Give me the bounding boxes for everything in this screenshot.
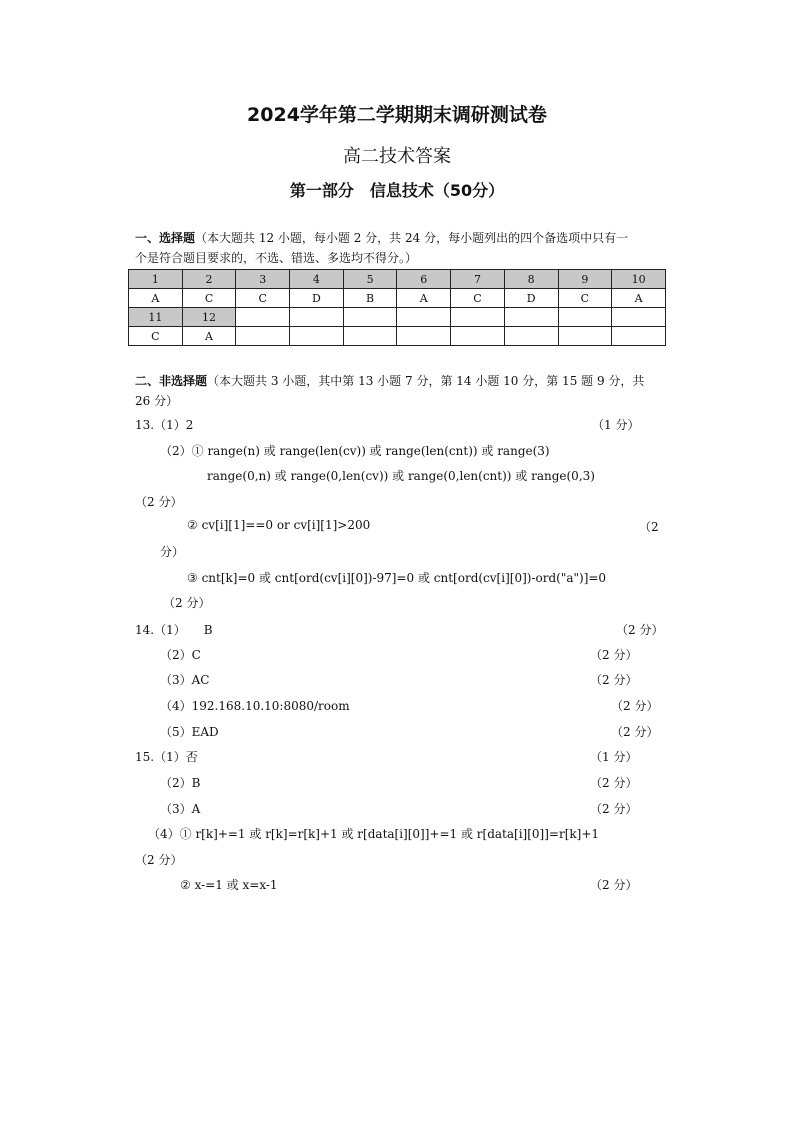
section1-intro [135,228,628,248]
answer-cell [558,327,612,346]
q14-line2-score: （2 分） [590,648,638,662]
q13-line7: ③ cnt[k]=0 或 cnt[ord(cv[i][0])-97]=0 或 cnt[ord(cv[i][0])-ord("a")]=0 [187,571,607,585]
q15-line5: （2 分） [135,853,183,867]
question-number-cell: 8 [504,270,558,289]
question-number-cell: 11 [129,308,183,327]
q13-line5-score: （2 [639,520,659,534]
q13-line6: 分） [160,545,185,559]
q15-line3: （3）A [160,802,201,816]
q14-line4: （4）192.168.10.10:8080/room [160,699,350,713]
answer-cell [612,327,666,346]
question-number-cell [504,308,558,327]
table-row-numbers [129,308,666,327]
answer-cell: A [397,289,451,308]
answer-cell: B [343,289,397,308]
q13-line2: （2）① range(n) 或 range(len(cv)) 或 range(len(cnt)) 或 range(3) [160,444,550,458]
part-heading: 第一部分 信息技术（50分） [289,181,505,200]
section2-note-line1: （本大题共 3 小题，其中第 13 小题 7 分，第 14 小题 10 分，第 15 题 9 分，共 [207,374,645,388]
question-number-cell [236,308,290,327]
q14-line1-score: （2 分） [616,623,664,637]
answer-cell: A [129,289,183,308]
question-number-cell [343,308,397,327]
section2-intro [135,371,644,391]
answer-cell: C [236,289,290,308]
table-row-numbers [129,270,666,289]
section2-heading: 二、非选择题 [135,374,208,388]
q13-line4: （2 分） [135,495,183,509]
q15-line2: （2）B [160,776,201,790]
question-number-cell: 2 [182,270,236,289]
question-number-cell: 6 [397,270,451,289]
page-title: 2024学年第二学期期末调研测试卷 [247,104,547,126]
question-number-cell [397,308,451,327]
answer-cell: C [129,327,183,346]
answer-cell [343,327,397,346]
question-number-cell: 4 [290,270,344,289]
q15-line4: （4）① r[k]+=1 或 r[k]=r[k]+1 或 r[data[i][0]]+=1 或 r[data[i][0]]=r[k]+1 [148,827,600,841]
q14-line4-score: （2 分） [611,699,659,713]
answer-cell [397,327,451,346]
answer-cell [504,327,558,346]
q15-line1-score: （1 分） [590,750,638,764]
q15-line3-score: （2 分） [590,802,638,816]
answer-cell [290,327,344,346]
answer-cell [451,327,505,346]
table-row-answers [129,327,666,346]
q14-line5: （5）EAD [160,725,219,739]
answer-table [128,269,666,346]
answer-cell: A [182,327,236,346]
q15-line6: ② x-=1 或 x=x-1 [180,878,278,892]
question-number-cell: 12 [182,308,236,327]
q14-line3-score: （2 分） [590,673,638,687]
q14-line3: （3）AC [160,673,210,687]
question-number-cell: 9 [558,270,612,289]
section1-note-line2: 个是符合题目要求的，不选、错选、多选均不得分。） [135,251,418,265]
q13-line1: 13.（1）2 [135,418,194,432]
answer-cell: C [451,289,505,308]
answer-cell: A [612,289,666,308]
q14-line5-score: （2 分） [611,725,659,739]
question-number-cell [558,308,612,327]
question-number-cell: 1 [129,270,183,289]
answer-cell: C [558,289,612,308]
page-subtitle: 高二技术答案 [343,146,451,167]
answer-cell: C [182,289,236,308]
question-number-cell [290,308,344,327]
section1-heading: 一、选择题 [135,231,196,245]
question-number-cell: 5 [343,270,397,289]
q15-line2-score: （2 分） [590,776,638,790]
answer-cell [236,327,290,346]
table-row-answers [129,289,666,308]
q15-line6-score: （2 分） [590,878,638,892]
question-number-cell: 7 [451,270,505,289]
q15-line1: 15.（1）否 [135,750,198,764]
question-number-cell [612,308,666,327]
q13-line8: （2 分） [163,596,211,610]
section1-note-line1: （本大题共 12 小题，每小题 2 分，共 24 分，每小题列出的四个备选项中只有一 [195,231,629,245]
q13-line1-score: （1 分） [592,418,640,432]
question-number-cell: 3 [236,270,290,289]
q13-line5: ② cv[i][1]==0 or cv[i][1]>200 [187,518,371,532]
section2-note-line2: 26 分） [135,394,179,408]
q13-line3: range(0,n) 或 range(0,len(cv)) 或 range(0,len(cnt)) 或 range(0,3) [207,469,595,483]
answer-cell: D [290,289,344,308]
q14-line1: 14.（1） B [135,623,213,637]
question-number-cell [451,308,505,327]
q14-line2: （2）C [160,648,201,662]
answer-cell: D [504,289,558,308]
question-number-cell: 10 [612,270,666,289]
